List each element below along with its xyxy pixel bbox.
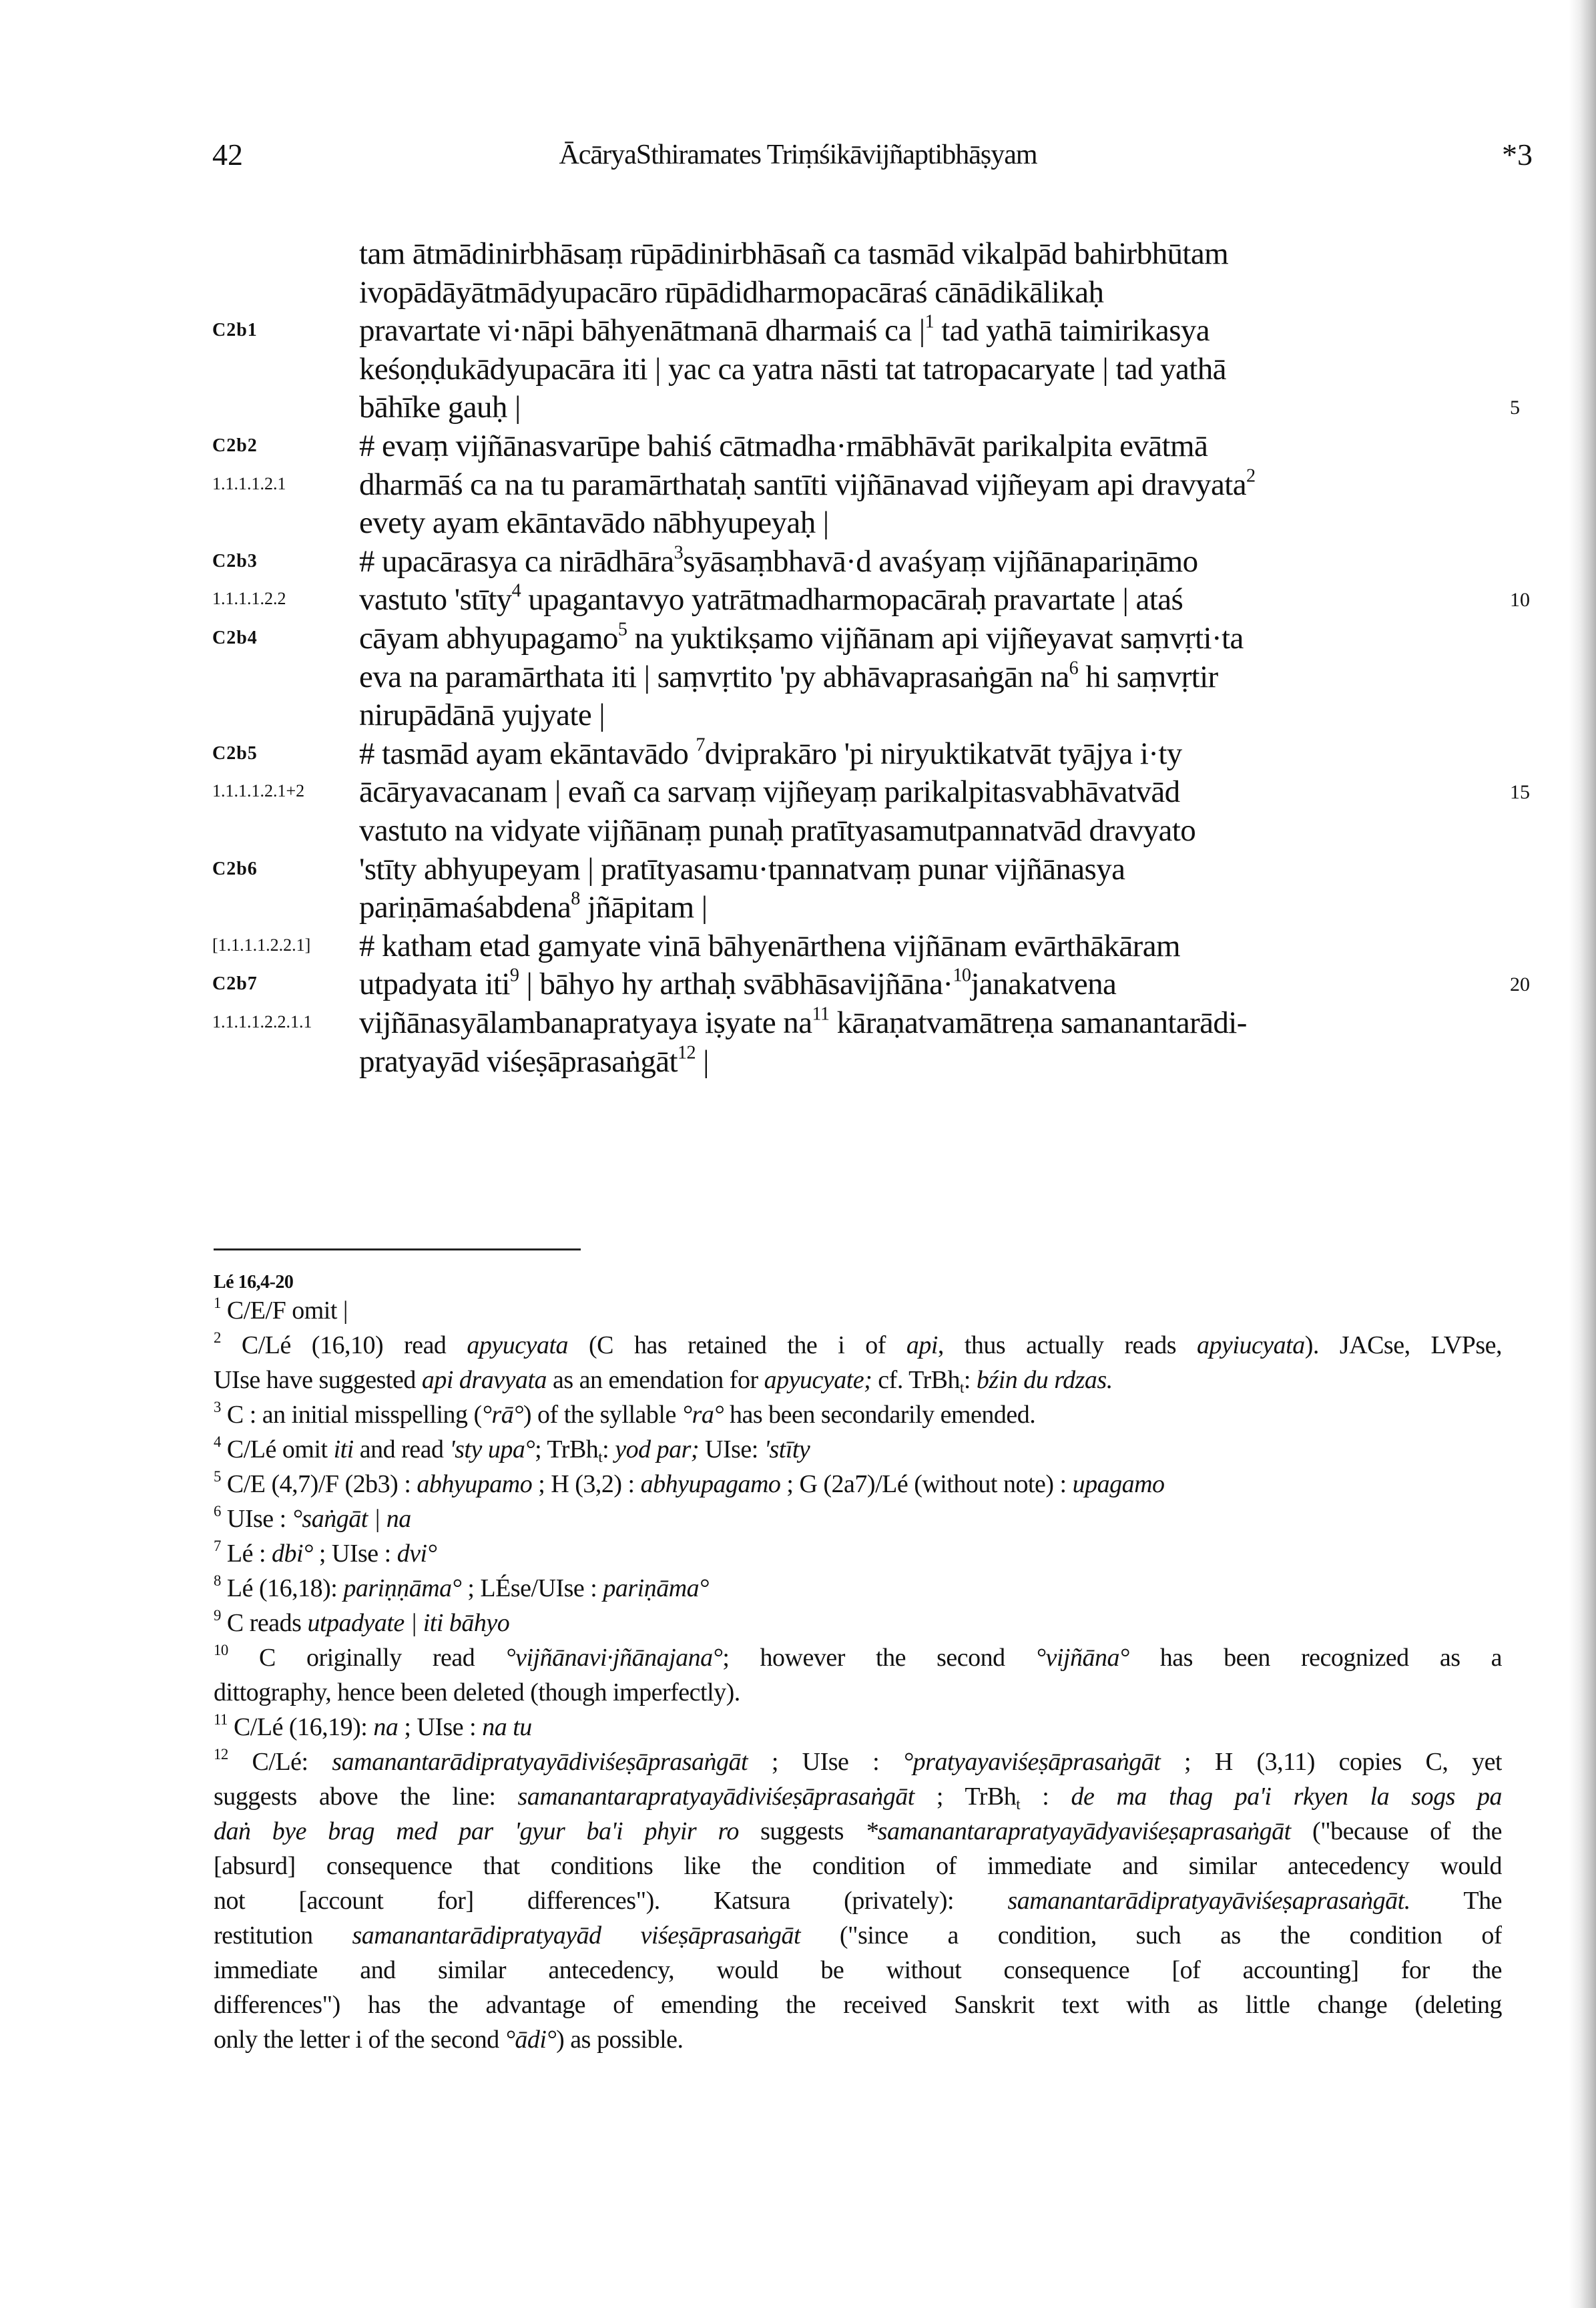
footnote-line <box>214 1918 1502 1953</box>
footnote-line <box>214 1328 1502 1363</box>
text-run: ) of the syllable <box>523 1401 682 1429</box>
footnote-divider <box>214 1248 581 1250</box>
text-run: ("because of the <box>1290 1817 1502 1845</box>
footnote-marker: 6 <box>214 1503 221 1520</box>
text-run: vijñānasyālambanapratyaya iṣyate na <box>359 1005 812 1040</box>
text-run: ). JACse, LVPse, <box>1304 1331 1502 1359</box>
footnote-marker: 3 <box>674 542 684 563</box>
text-run: : <box>963 1366 977 1394</box>
margin-reference: C2b2 <box>212 435 258 456</box>
text-run: # katham etad gamyate vinā bāhyenārthena vijñānam evārthākāram <box>359 928 1180 963</box>
line-text <box>359 927 1180 965</box>
text-run: nirupādānā yujyate | <box>359 698 605 733</box>
line-text <box>359 504 829 542</box>
footnote-marker: 9 <box>509 965 519 986</box>
text-run: suggests <box>738 1817 866 1845</box>
text-run: has been secondarily emended. <box>724 1401 1036 1429</box>
text-run: jñāpitam | <box>579 890 708 925</box>
line-text <box>359 389 521 427</box>
text-run: , thus actually reads <box>937 1331 1198 1359</box>
text-run: vastuto na vidyate vijñānaṃ punaḥ pratītyasamutpannatvād dravyato <box>359 813 1196 848</box>
footnote-line <box>214 1571 1502 1606</box>
text-run: C reads <box>220 1609 308 1637</box>
margin-reference: [1.1.1.1.2.2.1] <box>212 935 311 955</box>
scan-edge-shadow <box>1569 0 1596 2308</box>
footnote-line <box>214 1814 1502 1849</box>
footnote-marker: 8 <box>571 888 580 909</box>
italic-run: dvi° <box>396 1540 437 1568</box>
text-run: C/Lé (16,10) read <box>220 1331 467 1359</box>
footnote-line <box>214 1606 1502 1640</box>
footnote-line <box>214 1467 1502 1502</box>
text-run: dharmāś ca na tu paramārthataḥ santīti vijñānavad vijñeyam api dravyata <box>359 467 1246 502</box>
text-run: ivopādāyātmādyupacāro rūpādidharmopacāraś cānādikālikaḥ <box>359 274 1104 310</box>
footnote-marker: 5 <box>617 619 627 640</box>
line-text <box>359 466 1255 504</box>
footnote-marker: 4 <box>214 1433 221 1451</box>
line-text <box>359 658 1218 696</box>
footnote-line <box>214 1293 1502 1328</box>
text-run: Lé (16,18): <box>220 1574 344 1602</box>
margin-reference: 1.1.1.1.2.2 <box>212 589 286 609</box>
italic-run: api dravyata <box>421 1366 547 1394</box>
text-run: immediate and similar antecedency, would be without consequence [of accounting] for the <box>214 1956 1502 1984</box>
text-run: kāraṇatvamātreṇa samanantarādi- <box>829 1005 1247 1040</box>
subscript: t <box>598 1448 603 1465</box>
footnote-line <box>214 1953 1502 1988</box>
line-text <box>359 1043 709 1081</box>
margin-reference: C2b5 <box>212 742 258 764</box>
text-run: ; UIse : <box>312 1540 397 1568</box>
italic-run: upagamo <box>1072 1470 1165 1498</box>
text-run: C/Lé omit <box>220 1435 334 1463</box>
text-line <box>0 351 1596 389</box>
margin-reference: 1.1.1.1.2.1 <box>212 473 286 493</box>
line-text <box>359 620 1244 658</box>
text-run: # evaṃ vijñānasvarūpe bahiś cātmadha·rmābhāvāt parikalpita evātmā <box>359 429 1208 463</box>
footnote-marker: 2 <box>1246 465 1256 486</box>
text-run: keśoṇḍukādyupacāra iti | yac ca yatra nāsti tat tatropacaryate | tad yathā <box>359 351 1226 387</box>
text-line <box>0 1043 1596 1081</box>
italic-run: yod par; <box>615 1435 700 1463</box>
footnote-line <box>214 1710 1502 1745</box>
text-run: as an emendation for <box>547 1366 764 1394</box>
section-marker: *3 <box>1502 138 1533 172</box>
margin-reference: C2b6 <box>212 858 258 879</box>
footnote-marker: 7 <box>696 734 705 756</box>
text-run: bāhīke gauḥ | <box>359 390 521 425</box>
footnote-line <box>214 1779 1502 1814</box>
text-run: evety ayam ekāntavādo nābhyupeyaḥ | <box>359 505 829 541</box>
line-text <box>359 1004 1247 1042</box>
text-line <box>0 889 1596 927</box>
italic-run: 'stīty <box>764 1435 810 1463</box>
text-run: : <box>602 1435 615 1463</box>
text-line <box>0 389 1596 427</box>
italic-run: utpadyate | iti bāhyo <box>307 1609 510 1637</box>
text-run: C/Lé: <box>228 1748 332 1776</box>
footnote-marker: 6 <box>1069 657 1079 678</box>
margin-reference: C2b4 <box>212 628 258 648</box>
text-run: hi saṃvṛtir <box>1078 659 1218 694</box>
text-line <box>0 427 1596 465</box>
page-number: 42 <box>212 138 243 172</box>
text-line <box>0 543 1596 581</box>
text-run: ; TrBh <box>914 1783 1017 1811</box>
footnote-marker: 9 <box>214 1607 221 1624</box>
footnote-line <box>214 1849 1502 1883</box>
text-run: pariṇāmaśabdena <box>359 890 571 925</box>
line-text <box>359 851 1125 889</box>
text-run: cāyam abhyupagamo <box>359 621 618 656</box>
text-line <box>0 812 1596 850</box>
subscript: t <box>1016 1795 1021 1813</box>
text-run: The <box>1410 1887 1502 1915</box>
text-run: # tasmād ayam ekāntavādo <box>359 736 696 771</box>
text-run: # upacārasya ca nirādhāra <box>359 543 674 579</box>
line-text <box>359 351 1226 389</box>
margin-reference: C2b7 <box>212 973 258 995</box>
line-text <box>359 735 1182 773</box>
text-run: and read <box>353 1435 450 1463</box>
text-run: [absurd] consequence that conditions like the condition of immediate and similar antecedency would <box>214 1852 1502 1880</box>
text-run: C/E (4,7)/F (2b3) : <box>220 1470 417 1498</box>
text-run: cf. TrBh <box>872 1366 961 1394</box>
italic-run: °vijñānavi·jñānajana° <box>505 1644 723 1672</box>
text-run: C/E/F omit | <box>220 1297 348 1325</box>
italic-run: pariṇāma° <box>603 1574 709 1602</box>
italic-run: apyiucyata <box>1197 1331 1305 1359</box>
footnote-marker: 12 <box>678 1042 696 1063</box>
text-line <box>0 581 1596 619</box>
text-run: pravartate vi·nāpi bāhyenātmanā dharmaiś ca | <box>359 313 925 349</box>
text-run: syāsaṃbhavā·d avaśyaṃ vijñānapariṇāmo <box>683 543 1198 579</box>
line-text <box>359 812 1195 850</box>
text-run: restitution <box>214 1921 352 1949</box>
text-run: ; G (2a7)/Lé (without note) : <box>780 1470 1073 1498</box>
text-line <box>0 504 1596 542</box>
footnote-marker: 1 <box>924 311 935 332</box>
italic-run: de ma thag pa'i rkyen la sogs pa <box>1071 1783 1502 1811</box>
italic-run: pariṇṇāma° <box>343 1574 462 1602</box>
italic-run: na tu <box>482 1713 532 1741</box>
footnote-marker: 1 <box>214 1295 221 1312</box>
italic-run: 'sty upa° <box>449 1435 535 1463</box>
footnote-line <box>214 1745 1502 1779</box>
line-text <box>359 312 1210 350</box>
footnote-line <box>214 1988 1502 2022</box>
text-run: C/Lé (16,19): <box>227 1713 374 1741</box>
footnote-reference: Lé 16,4-20 <box>214 1272 294 1293</box>
line-number: 20 <box>1510 973 1530 996</box>
text-run: eva na paramārthata iti | saṃvṛtito 'py abhāvaprasaṅgān na <box>359 659 1069 694</box>
text-run: only the letter i of the second <box>214 2026 505 2054</box>
italic-run: °ra° <box>682 1401 724 1429</box>
subscript: t <box>960 1379 964 1396</box>
line-text <box>359 696 605 734</box>
italic-run: bźin du rdzas. <box>976 1366 1113 1394</box>
text-run: | <box>696 1044 709 1079</box>
footnote-marker: 11 <box>812 1003 830 1025</box>
text-run: ; however the second <box>722 1644 1036 1672</box>
text-run: ācāryavacanam | evañ ca sarvaṃ vijñeyaṃ parikalpitasvabhāvatvād <box>359 774 1180 810</box>
line-text <box>359 581 1183 619</box>
italic-run: apyucyata <box>467 1331 569 1359</box>
footnote-marker: 10 <box>214 1642 228 1659</box>
italic-run: °pratyayaviśeṣāprasaṅgāt <box>902 1748 1161 1776</box>
text-line <box>0 312 1596 350</box>
margin-reference: 1.1.1.1.2.1+2 <box>212 781 305 801</box>
text-run: 'stīty abhyupeyam | pratītyasamu·tpannatvaṃ punar vijñānasya <box>359 851 1125 887</box>
footnote-line <box>214 2022 1502 2057</box>
italic-run: °ādi° <box>505 2026 557 2054</box>
text-line <box>0 620 1596 658</box>
text-run: ; UIse : <box>748 1748 903 1776</box>
italic-run: na <box>373 1713 398 1741</box>
text-line <box>0 274 1596 312</box>
line-text <box>359 889 708 927</box>
italic-run: *samanantarapratyayādyaviśeṣaprasaṅgāt <box>865 1817 1291 1845</box>
text-run: (C has retained the i of <box>568 1331 906 1359</box>
text-run: tam ātmādinirbhāsaṃ rūpādinirbhāsañ ca tasmād vikalpād bahirbhūtam <box>359 236 1229 271</box>
footnote-line <box>214 1432 1502 1467</box>
footnote-marker: 3 <box>214 1399 221 1416</box>
margin-reference: C2b1 <box>212 320 258 341</box>
text-run: janakatvena <box>971 967 1117 1002</box>
text-run: Lé : <box>220 1540 272 1568</box>
line-number: 5 <box>1510 397 1520 419</box>
text-run: has been recognized as a <box>1129 1644 1502 1672</box>
text-run: : <box>1020 1783 1071 1811</box>
margin-reference: C2b3 <box>212 550 258 571</box>
text-run: ; H (3,2) : <box>532 1470 641 1498</box>
footnote-line <box>214 1536 1502 1571</box>
italic-run: abhyupamo <box>417 1470 533 1498</box>
italic-run: iti <box>333 1435 354 1463</box>
text-run: ; UIse : <box>398 1713 483 1741</box>
text-run: na yuktikṣamo vijñānam api vijñeyavat saṃvṛti·ta <box>627 621 1244 656</box>
line-text <box>359 773 1180 811</box>
text-run: | bāhyo hy arthaḥ svābhāsavijñāna· <box>519 967 953 1002</box>
text-line <box>0 735 1596 773</box>
text-line <box>0 773 1596 811</box>
footnote-line <box>214 1883 1502 1918</box>
text-run: not [account for] differences"). Katsura (privately): <box>214 1887 1008 1915</box>
footnote-marker: 8 <box>214 1572 221 1590</box>
line-number: 10 <box>1510 589 1530 612</box>
text-line <box>0 696 1596 734</box>
footnote-line <box>214 1502 1502 1536</box>
text-line <box>0 927 1596 965</box>
text-run: UIse: <box>699 1435 764 1463</box>
footnote-marker: 12 <box>214 1746 228 1763</box>
footnote-marker: 10 <box>953 965 971 986</box>
text-run: ("since a condition, such as the condition of <box>800 1921 1502 1949</box>
text-run: differences") has the advantage of emending the received Sanskrit text with as little change (deleting <box>214 1991 1502 2019</box>
text-run: utpadyata iti <box>359 967 510 1002</box>
italic-run: abhyupagamo <box>640 1470 781 1498</box>
italic-run: daṅ bye brag med par 'gyur ba'i phyir ro <box>214 1817 739 1845</box>
text-line <box>0 965 1596 1003</box>
italic-run: samanantarādipratyayād viśeṣāprasaṅgāt <box>352 1921 801 1949</box>
text-line <box>0 1004 1596 1042</box>
footnote-line <box>214 1397 1502 1432</box>
margin-reference: 1.1.1.1.2.2.1.1 <box>212 1012 312 1031</box>
italic-run: samanantarapratyayādiviśeṣāprasaṅgāt <box>517 1783 914 1811</box>
footnote-marker: 11 <box>214 1711 228 1728</box>
text-run: dittography, hence been deleted (though imperfectly). <box>214 1678 740 1706</box>
text-line <box>0 466 1596 504</box>
italic-run: °saṅgāt | na <box>292 1505 411 1533</box>
footnote-marker: 2 <box>214 1329 221 1347</box>
line-text <box>359 965 1116 1003</box>
italic-run: samanantarādipratyayāviśeṣaprasaṅgāt. <box>1007 1887 1410 1915</box>
footnote-line <box>214 1675 1502 1710</box>
line-text <box>359 427 1208 465</box>
text-line <box>0 851 1596 889</box>
italic-run: apyucyate; <box>764 1366 872 1394</box>
text-line <box>0 658 1596 696</box>
italic-run: dbi° <box>272 1540 313 1568</box>
line-text <box>359 274 1103 312</box>
line-text <box>359 235 1228 273</box>
text-run: UIse : <box>220 1505 292 1533</box>
text-line <box>0 235 1596 273</box>
italic-run: °rā° <box>481 1401 523 1429</box>
text-run: upagantavyo yatrātmadharmopacāraḥ pravartate | ataś <box>521 582 1183 618</box>
text-run: dviprakāro 'pi niryuktikatvāt tyājya i·ty <box>704 736 1182 771</box>
running-title: ĀcāryaSthiramates Triṃśikāvijñaptibhāṣyam <box>559 140 1037 170</box>
text-run: C originally read <box>228 1644 506 1672</box>
text-run: tad yathā taimirikasya <box>934 313 1210 349</box>
footnote-line <box>214 1363 1502 1397</box>
italic-run: api <box>906 1331 938 1359</box>
footnote-marker: 4 <box>511 580 521 602</box>
italic-run: samanantarādipratyayādiviśeṣāprasaṅgāt <box>332 1748 748 1776</box>
text-run: vastuto 'stīty <box>359 582 512 618</box>
text-run: ; LÉse/UIse : <box>461 1574 603 1602</box>
text-run: pratyayād viśeṣāprasaṅgāt <box>359 1044 678 1079</box>
line-text <box>359 543 1198 581</box>
footnote-line <box>214 1640 1502 1675</box>
text-run: ; TrBh <box>535 1435 599 1463</box>
text-run: ; H (3,11) copies C, yet <box>1160 1748 1502 1776</box>
text-run: ) as possible. <box>556 2026 684 2054</box>
text-run: suggests above the line: <box>214 1783 518 1811</box>
footnote-marker: 5 <box>214 1468 221 1485</box>
line-number: 15 <box>1510 781 1530 804</box>
text-run: UIse have suggested <box>214 1366 422 1394</box>
footnote-marker: 7 <box>214 1538 221 1555</box>
text-run: C : an initial misspelling ( <box>220 1401 482 1429</box>
italic-run: °vijñāna° <box>1035 1644 1129 1672</box>
